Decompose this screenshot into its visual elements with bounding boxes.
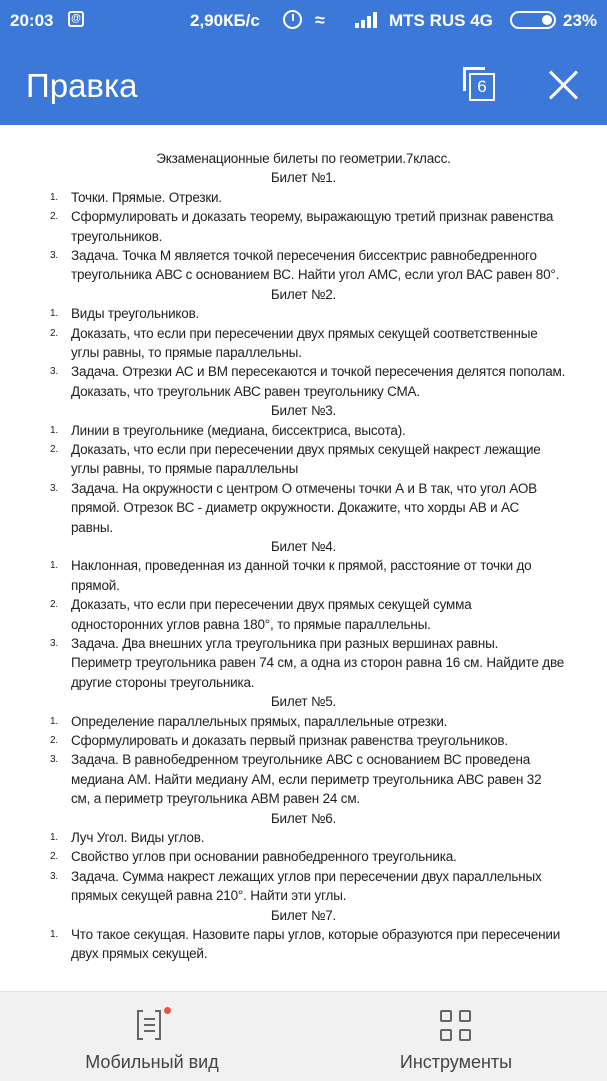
alarm-icon [283,10,302,29]
item-number: 3. [50,366,58,378]
list-item [50,828,580,847]
item-number: 3. [50,482,58,494]
item-number: 3. [50,250,58,261]
item-number: 2. [50,327,58,339]
item-text-line: Задача. Отрезки АС и ВМ пересекаются и точкой пересечения делятся пополам. [71,364,566,380]
item-number: 2. [50,599,58,611]
tools-label: Инструменты [399,1052,513,1072]
item-text-line: Свойство углов при основании равнобедренного треугольника. [71,849,457,865]
notification-dot [164,1007,171,1014]
bottom-toolbar [0,991,607,1081]
item-text-line: Задача. На окружности с центром О отмечены точки А и В так, что угол АОВ [71,480,537,496]
item-text-line: углы равны, то прямые параллельны [71,461,299,477]
list-item [50,634,580,692]
list-item [50,421,580,440]
item-text-line: медиана АМ. Найти медиану АМ, если периметр треугольника АВС равен 32 [71,771,542,787]
item-text-line: Доказать, что если при пересечении двух прямых секущей накрест лежащие [71,442,541,457]
document-title: Экзаменационные билеты по геометрии.7класс. [156,151,451,166]
item-text-line: Задача. Два внешних угла треугольника при разных вершинах равны. [71,636,499,651]
item-number: 2. [50,211,58,223]
list-item [50,362,580,401]
app-bar [0,45,607,125]
mobile-view-button[interactable] [0,992,304,1081]
list-item [50,750,580,808]
list-item [50,440,580,479]
item-text-line: прямой. [71,577,120,593]
status-time: 20:03 [10,11,54,30]
item-number: 3. [50,638,58,649]
item-text-line: Задача. Точка М является точкой пересечения биссектрис равнобедренного [71,248,537,263]
list-item [50,867,580,906]
item-text-line: Виды треугольников. [71,306,200,322]
ticket-heading: Билет №2. [270,286,337,302]
item-number: 1. [50,308,58,320]
ticket-heading: Билет №3. [270,403,337,419]
item-number: 1. [50,424,58,436]
pages-button[interactable] [463,67,495,101]
list-item [50,847,580,866]
tools-button[interactable] [304,992,607,1081]
item-text-line: Доказать, что треугольник АВС равен треугольнику СМА. [71,383,420,399]
item-text-line: Задача. В равнобедренном треугольнике АВС с основанием ВС проведена [71,752,531,768]
item-text-line: углы равны, то прямые параллельны. [71,344,302,360]
item-text-line: равны. [71,519,113,535]
list-item [50,207,580,246]
item-text-line: Определение параллельных прямых, параллельные отрезки. [71,713,448,729]
item-text-line: Линии в треугольнике (медиана, биссектриса, высота). [71,422,406,438]
mobile-view-icon [137,1010,161,1040]
list-item [50,188,580,207]
document-page[interactable] [0,125,607,991]
item-number: 2. [50,735,58,746]
item-text-line: односторонних углов равна 180°, то прямые параллельны. [71,616,431,632]
item-text-line: Сформулировать и доказать первый признак равенства треугольников. [71,733,508,748]
list-item [50,304,580,323]
wifi-icon: ≈ [315,10,325,30]
item-text-line: Луч Угол. Виды углов. [71,830,205,845]
mobile-view-label: Мобильный вид [85,1052,219,1072]
item-text-line: другие стороны треугольника. [71,674,255,690]
page-count: 6 [469,73,495,101]
item-number: 3. [50,754,58,766]
network-speed: 2,90КБ/с [190,11,260,30]
list-item [50,324,580,363]
ticket-heading: Билет №1. [270,170,337,186]
signal-icon [355,12,377,28]
page-title: Правка [26,67,138,104]
list-item [50,556,580,595]
ticket-heading: Билет №4. [270,539,337,554]
item-text-line: Доказать, что если при пересечении двух прямых секущей сумма [71,597,472,613]
list-item [50,246,580,285]
item-text-line: Наклонная, проведенная из данной точки к прямой, расстояние от точки до [71,558,532,574]
battery-saver-icon [510,11,556,29]
item-number: 1. [50,832,58,843]
item-text-line: Точки. Прямые. Отрезки. [71,189,222,205]
close-icon[interactable] [548,70,578,100]
carrier-name: MTS RUS 4G [389,11,493,30]
list-item [50,595,580,634]
ticket-heading: Билет №5. [270,694,337,710]
item-text-line: Сформулировать и доказать теорему, выражающую третий признак равенства [71,209,554,225]
list-item [50,731,580,750]
list-item [50,712,580,731]
item-number: 2. [50,444,58,455]
tools-grid-icon [440,1010,471,1041]
item-number: 2. [50,851,58,863]
item-text-line: Периметр треугольника равен 74 см, а одна из сторон равна 16 см. Найдите две [71,655,565,671]
item-number: 1. [50,715,58,727]
item-text-line: Доказать, что если при пересечении двух прямых секущей соответственные [71,325,538,341]
item-text-line: Что такое секущая. Назовите пары углов, которые образуются при пересечении [71,927,561,942]
item-number: 1. [50,560,58,572]
item-number: 1. [50,929,58,940]
item-text-line: Задача. Сумма накрест лежащих углов при пересечении двух параллельных [71,868,542,884]
item-text-line: треугольника АВС с основанием ВС. Найти угол АМС, если угол ВАС равен 80°. [71,267,560,283]
app-notification-icon: @ [68,11,84,27]
item-number: 3. [50,870,58,882]
list-item [50,925,580,964]
item-text-line: прямых секущей равна 210°. Найти эти углы. [71,888,347,904]
ticket-heading: Билет №7. [270,907,337,923]
item-text-line: треугольников. [71,228,163,244]
battery-level: 23% [563,11,598,30]
item-number: 1. [50,191,58,203]
item-text-line: двух прямых секущей. [71,946,208,962]
item-text-line: см, а периметр треугольника АВМ равен 24 см. [71,791,360,807]
item-text-line: прямой. Отрезок ВС - диаметр окружности. Докажите, что хорды АВ и АС [71,500,520,516]
list-item [50,479,580,537]
ticket-heading: Билет №6. [270,810,337,826]
status-bar [0,0,607,45]
